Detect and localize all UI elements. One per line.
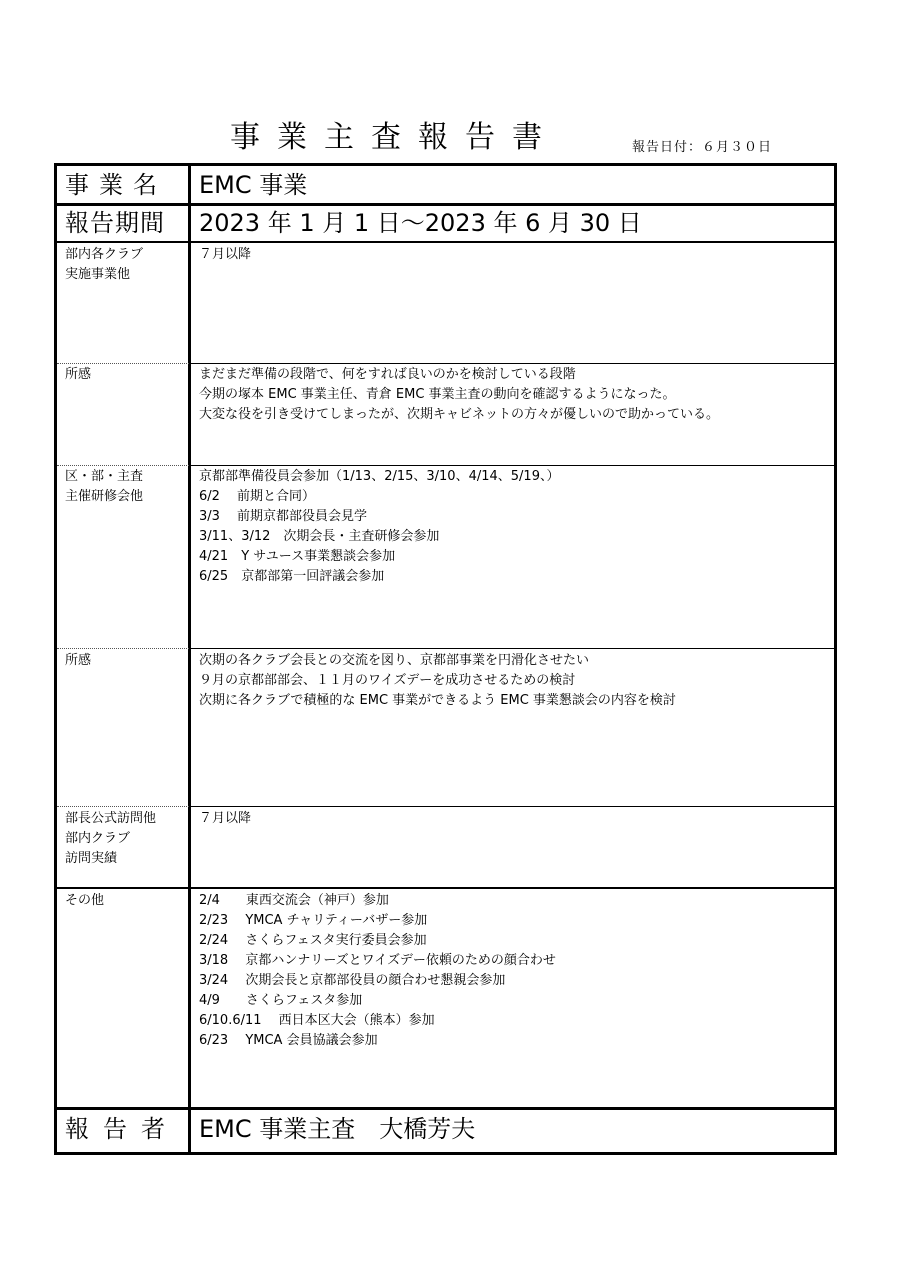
district-training-content (199, 467, 559, 587)
row-divider (57, 887, 834, 889)
section-divider-dotted (57, 648, 189, 649)
period-value: 2023 年 1 月 1 日～2023 年 6 月 30 日 (199, 209, 642, 237)
content-line: 3/11、3/12 次期会長・主査研修会参加 (199, 529, 440, 544)
content-line: 京都部準備役員会参加（1/13、2/15、3/10、4/14、5/19、） (199, 469, 560, 484)
club-events-label (65, 245, 143, 285)
row-divider (57, 1107, 834, 1110)
content-line: 6/25 京都部第一回評議会参加 (199, 569, 385, 584)
section-divider (190, 806, 834, 807)
content-line: ９月の京都部部会、１１月のワイズデーを成功させるための検討 (199, 673, 576, 688)
label-line: 区・部・主査 (65, 469, 144, 484)
label-line: 部内クラブ (65, 831, 131, 846)
content-line: ７月以降 (199, 247, 252, 262)
impressions-content (199, 651, 676, 711)
impressions-content (199, 365, 719, 425)
document-title: 事業主査報告書 (230, 120, 559, 155)
content-line: 今期の塚本 EMC 事業主任、青倉 EMC 事業主査の動向を確認するようになった。 (199, 387, 676, 402)
content-line: 次期の各クラブ会長との交流を図り、京都部事業を円滑化させたい (199, 653, 590, 668)
label-line: 実施事業他 (65, 267, 131, 282)
reporter-value: EMC 事業主査 大橋芳夫 (199, 1115, 476, 1143)
section-divider (190, 363, 834, 364)
content-line: 2/4 東西交流会（神戸）参加 (199, 893, 389, 908)
visits-content (199, 809, 251, 829)
label-line: 所感 (65, 367, 92, 382)
business-label: 事業名 (65, 171, 167, 199)
content-line: 4/21 Y サユース事業懇談会参加 (199, 549, 396, 564)
reporter-label: 報告者 (65, 1115, 179, 1143)
content-line: 大変な役を引き受けてしまったが、次期キャビネットの方々が優しいので助かっている。 (199, 407, 720, 422)
report-table (54, 163, 837, 1155)
content-line: 3/18 京都ハンナリーズとワイズデー依頼のための顔合わせ (199, 953, 556, 968)
content-line: 6/10.6/11 西日本区大会（熊本）参加 (199, 1013, 435, 1028)
label-line: 部長公式訪問他 (65, 811, 157, 826)
impressions-label (65, 651, 91, 671)
section-divider-dotted (57, 363, 189, 364)
label-line: その他 (65, 893, 105, 908)
row-divider (57, 203, 834, 206)
column-divider (188, 166, 191, 1152)
label-line: 訪問実績 (65, 851, 118, 866)
content-line: 6/2 前期と合同） (199, 489, 316, 504)
content-line: 3/3 前期京都部役員会見学 (199, 509, 368, 524)
content-line: ７月以降 (199, 811, 252, 826)
other-label (65, 891, 104, 911)
label-line: 部内各クラブ (65, 247, 144, 262)
label-line: 主催研修会他 (65, 489, 144, 504)
content-line: 4/9 さくらフェスタ参加 (199, 993, 363, 1008)
section-divider (190, 465, 834, 466)
content-line: まだまだ準備の段階で、何をすれば良いのかを検討している段階 (199, 367, 576, 382)
content-line: 2/23 YMCA チャリティーバザー参加 (199, 913, 428, 928)
section-divider-dotted (57, 465, 189, 466)
section-divider (190, 648, 834, 649)
section-divider-dotted (57, 806, 189, 807)
business-value: EMC 事業 (199, 171, 308, 199)
club-events-content (199, 245, 251, 265)
other-content (199, 891, 556, 1051)
report-date: 報告日付：６月３０日 (632, 140, 773, 155)
visits-label (65, 809, 156, 869)
row-divider (57, 241, 834, 243)
label-line: 所感 (65, 653, 92, 668)
content-line: 3/24 次期会長と京都部役員の顔合わせ懇親会参加 (199, 973, 506, 988)
district-training-label (65, 467, 143, 507)
impressions-label (65, 365, 91, 385)
content-line: 6/23 YMCA 会員協議会参加 (199, 1033, 378, 1048)
content-line: 次期に各クラブで積極的な EMC 事業ができるよう EMC 事業懇談会の内容を検討 (199, 693, 676, 708)
content-line: 2/24 さくらフェスタ実行委員会参加 (199, 933, 427, 948)
period-label: 報告期間 (65, 209, 165, 237)
